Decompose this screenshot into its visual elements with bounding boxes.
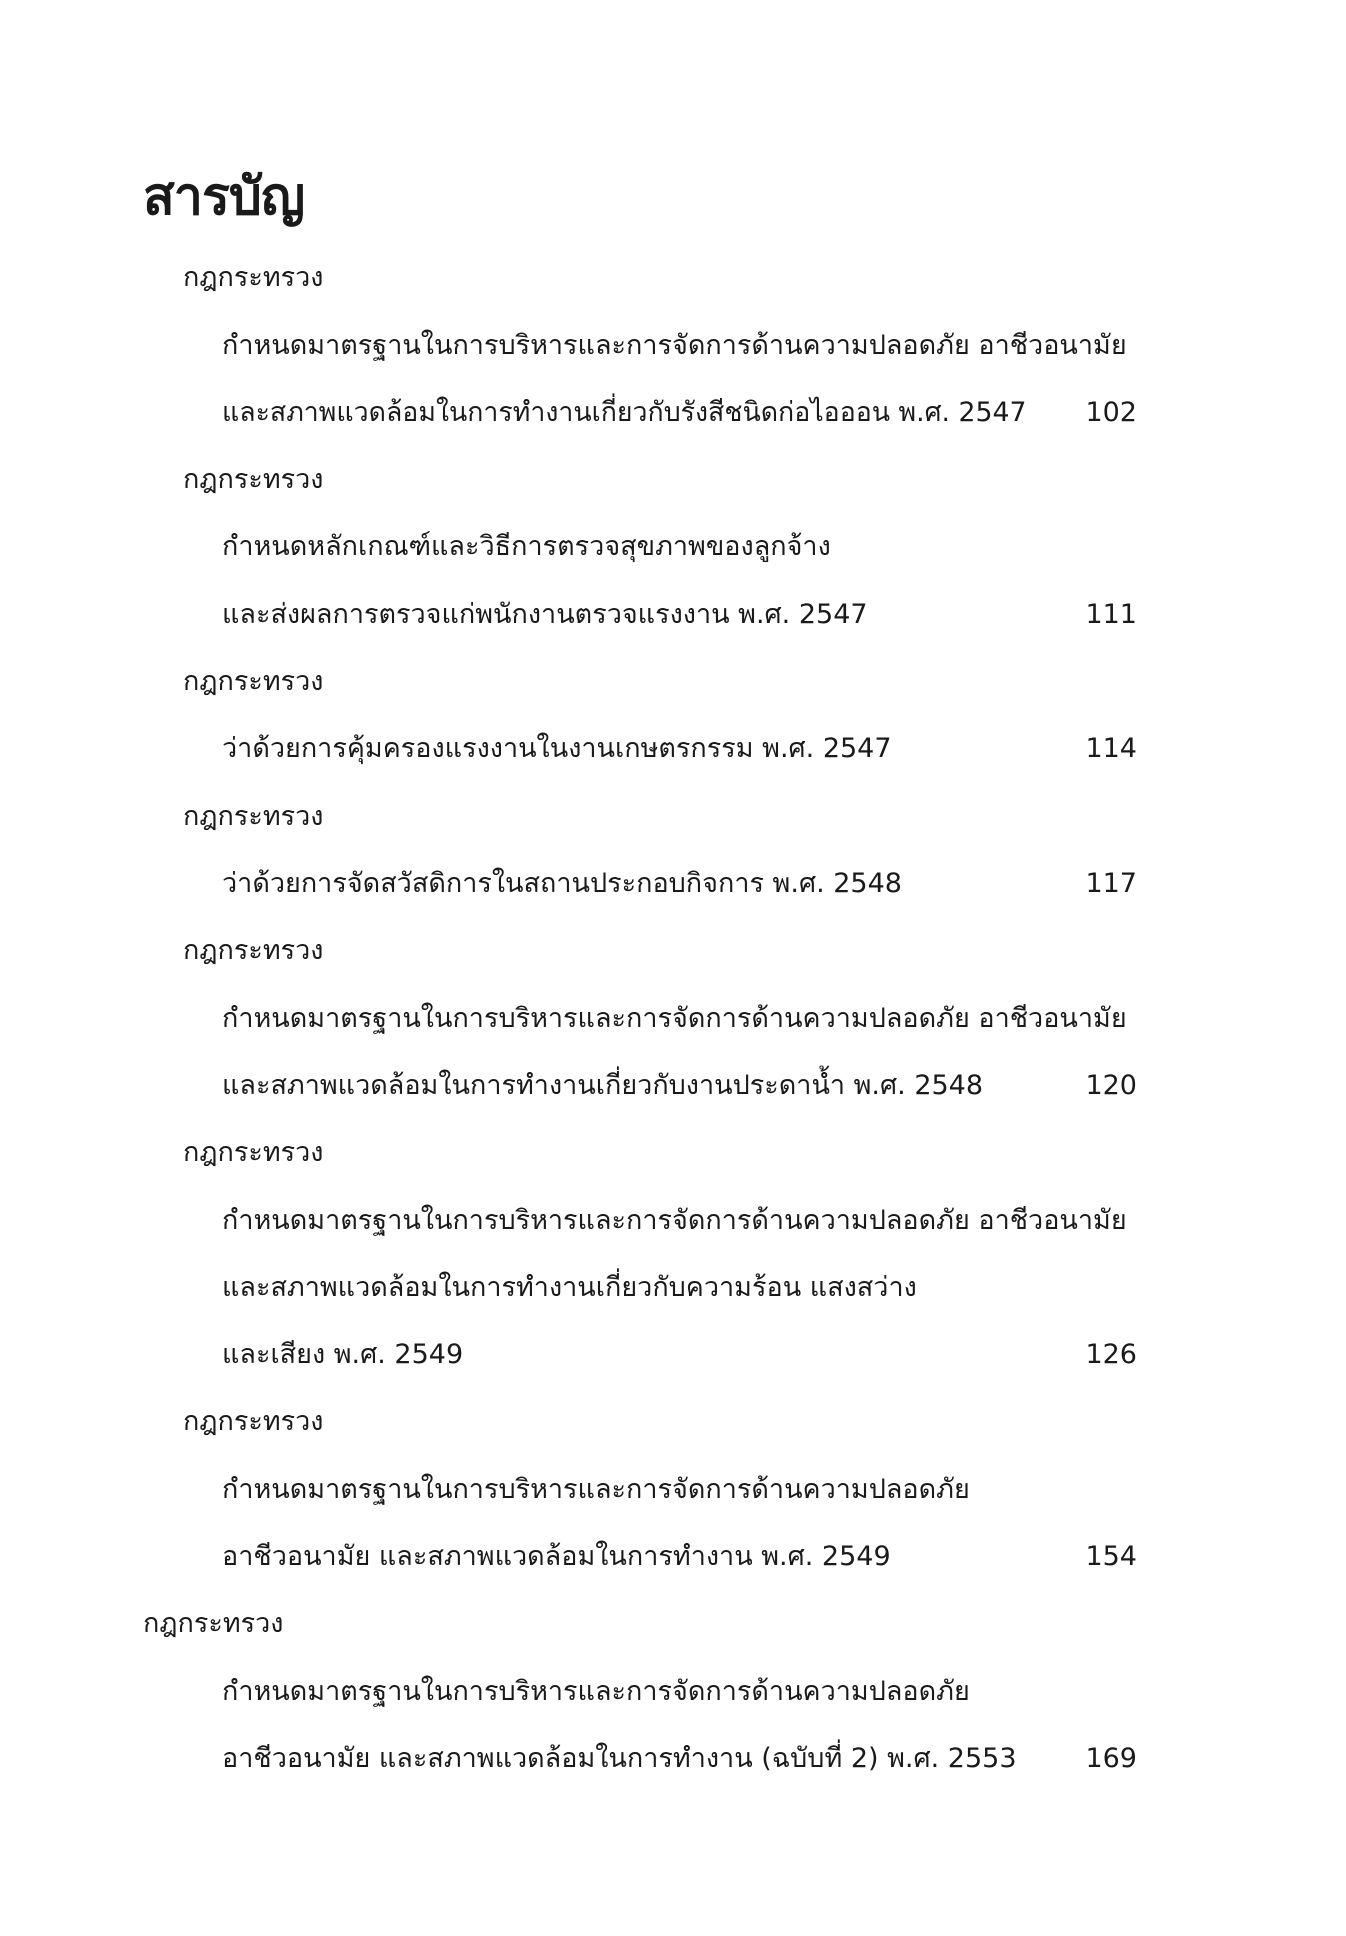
- entry-line: [222, 523, 1137, 571]
- entry-line: [222, 1533, 1137, 1581]
- entry-line: [222, 1264, 1137, 1312]
- page-title: สารบัญ: [143, 167, 305, 227]
- entry-line: [222, 860, 1137, 908]
- entry-line: [222, 995, 1137, 1043]
- entry-text: กำหนดมาตรฐานในการบริหารและการจัดการด้านความปลอดภัย: [222, 1474, 970, 1505]
- entry-line: [222, 1668, 1137, 1716]
- entry-text: และสภาพแวดล้อมในการทำงานเกี่ยวกับงานประดาน้ำ พ.ศ. 2548: [222, 1070, 984, 1101]
- entry-heading: กฎกระทรวง: [183, 935, 324, 966]
- page-number: 114: [1085, 733, 1137, 764]
- entry-line: [222, 1735, 1137, 1783]
- entry-line: [222, 725, 1137, 773]
- entry-text: ว่าด้วยการคุ้มครองแรงงานในงานเกษตรกรรม พ.ศ. 2547: [222, 733, 892, 764]
- entry-text: อาชีวอนามัย และสภาพแวดล้อมในการทำงาน (ฉบับที่ 2) พ.ศ. 2553: [222, 1743, 1017, 1774]
- entry-text: และสภาพแวดล้อมในการทำงานเกี่ยวกับความร้อน แสงสว่าง: [222, 1272, 917, 1303]
- entry-line: [222, 389, 1137, 437]
- page-number: 102: [1085, 397, 1137, 428]
- entry-line: [222, 1331, 1137, 1379]
- entry-line: [222, 1197, 1137, 1245]
- page-number: 126: [1085, 1339, 1137, 1370]
- entry-line: [222, 1466, 1137, 1514]
- entry-heading: กฎกระทรวง: [183, 262, 324, 293]
- entry-text: กำหนดมาตรฐานในการบริหารและการจัดการด้านความปลอดภัย: [222, 1676, 970, 1707]
- entry-heading: กฎกระทรวง: [183, 801, 324, 832]
- entry-heading: กฎกระทรวง: [183, 666, 324, 697]
- page-number: 117: [1085, 868, 1137, 899]
- entry-heading: กฎกระทรวง: [183, 1137, 324, 1168]
- page-number: 120: [1085, 1070, 1137, 1101]
- entry-text: อาชีวอนามัย และสภาพแวดล้อมในการทำงาน พ.ศ. 2549: [222, 1541, 891, 1572]
- entry-line: [222, 322, 1137, 370]
- page-number: 169: [1085, 1743, 1137, 1774]
- entry-line: [222, 591, 1137, 639]
- entry-text: กำหนดมาตรฐานในการบริหารและการจัดการด้านความปลอดภัย อาชีวอนามัย: [222, 1205, 1127, 1236]
- entry-text: กำหนดมาตรฐานในการบริหารและการจัดการด้านความปลอดภัย อาชีวอนามัย: [222, 330, 1127, 361]
- entry-heading: กฎกระทรวง: [183, 1406, 324, 1437]
- entry-heading: กฎกระทรวง: [143, 1608, 284, 1639]
- page-number: 111: [1085, 599, 1137, 630]
- entry-text: และส่งผลการตรวจแก่พนักงานตรวจแรงงาน พ.ศ. 2547: [222, 599, 868, 630]
- entry-text: และสภาพแวดล้อมในการทำงานเกี่ยวกับรังสีชนิดก่อไอออน พ.ศ. 2547: [222, 397, 1027, 428]
- page-number: 154: [1085, 1541, 1137, 1572]
- entry-text: กำหนดมาตรฐานในการบริหารและการจัดการด้านความปลอดภัย อาชีวอนามัย: [222, 1003, 1127, 1034]
- entry-heading: กฎกระทรวง: [183, 464, 324, 495]
- entry-text: และเสียง พ.ศ. 2549: [222, 1339, 464, 1370]
- entry-line: [222, 1062, 1137, 1110]
- entry-text: ว่าด้วยการจัดสวัสดิการในสถานประกอบกิจการ พ.ศ. 2548: [222, 868, 902, 899]
- entry-text: กำหนดหลักเกณฑ์และวิธีการตรวจสุขภาพของลูกจ้าง: [222, 531, 831, 562]
